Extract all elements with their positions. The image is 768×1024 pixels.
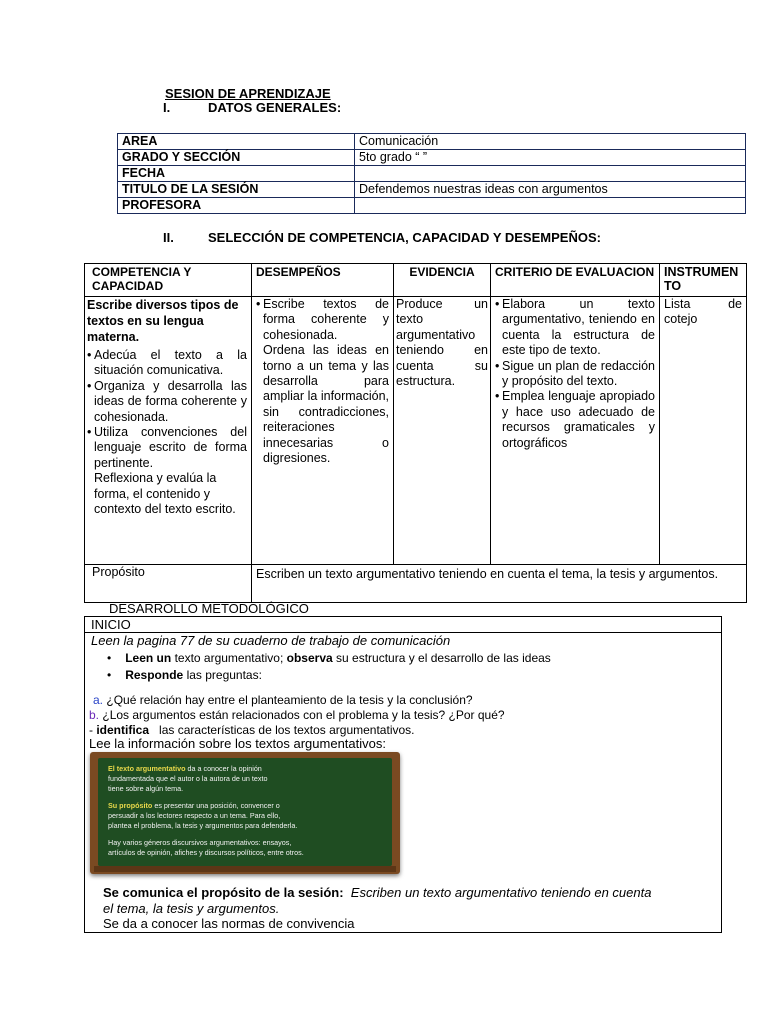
table-header-row [85, 264, 747, 297]
table-row [85, 297, 747, 565]
row-value: 5to grado “ ” [355, 150, 746, 166]
bullet-dot: • [107, 668, 112, 682]
cell-desempenos [252, 297, 394, 565]
header-evidencia: EVIDENCIA [394, 264, 491, 297]
list-item: • Organiza y desarrolla las ideas de forma coherente y cohesionada. [87, 379, 247, 425]
bullet-leen [107, 651, 551, 665]
competencia-table [84, 263, 747, 603]
competencia-title: Escribe diversos tipos de textos en su lengua materna. [87, 298, 239, 344]
chalkboard-image [90, 752, 400, 874]
marker-b: b. [89, 708, 100, 722]
question-b [89, 708, 505, 722]
proposito-text: Escriben un texto argumentativo teniendo en cuenta el tema, la tesis y argumentos. [252, 565, 747, 603]
lee-info: Lee la información sobre los textos argumentativos: [89, 736, 386, 751]
identifica-text: las características de los textos argumentativos. [159, 723, 415, 737]
comunica-bold: Se comunica el propósito de la sesión: [103, 885, 344, 900]
board-line: tiene sobre algún tema. [108, 784, 184, 793]
document-title: SESION DE APRENDIZAJE [165, 86, 331, 101]
row-value: Comunicación [355, 134, 746, 150]
bullet-responde [107, 668, 262, 682]
table-row [118, 198, 746, 214]
lee-pagina: Leen la pagina 77 de su cuaderno de trabajo de comunicación [91, 633, 451, 648]
board-text: da a conocer la opinión [187, 764, 262, 773]
board-line: plantea el problema, la tesis y argumentos para defenderla. [108, 821, 298, 830]
bullet-text: las preguntas: [186, 668, 262, 682]
bullet-bold: Responde [125, 668, 184, 682]
row-value [355, 166, 746, 182]
inicio-label: INICIO [91, 617, 131, 632]
question-a [93, 693, 473, 707]
list-item: • Emplea lenguaje apropiado y hace uso adecuado de recursos gramaticales y ortográficos [495, 389, 655, 451]
header-criterio: CRITERIO DE EVALUACION [491, 264, 660, 297]
list-item: • Adecúa el texto a la situación comunicativa. [87, 348, 247, 379]
row-value: Defendemos nuestras ideas con argumentos [355, 182, 746, 198]
table-row [85, 565, 747, 603]
list-item: • Elabora un texto argumentativo, teniendo en cuenta la estructura de este tipo de texto. [495, 297, 655, 359]
list-item: • Escribe textos de forma coherente y cohesionada. [256, 297, 389, 343]
table-row [118, 182, 746, 198]
bullet-text: su estructura y el desarrollo de las ideas [336, 651, 551, 665]
board-line: Hay varios géneros discursivos argumentativos: ensayos, [108, 838, 292, 847]
section-1-label: DATOS GENERALES: [208, 100, 342, 115]
cell-evidencia: Produce un texto argumentativo teniendo en cuenta su estructura. [394, 297, 491, 565]
bullet-text: texto argumentativo; [174, 651, 284, 665]
normas-line: Se da a conocer las normas de convivencia [103, 916, 355, 931]
board-line: persuadir a los lectores respecto a un tema. Para ello, [108, 811, 281, 820]
table-row [118, 134, 746, 150]
row-label: AREA [118, 134, 355, 150]
desempenos-list [256, 297, 389, 343]
list-item: • Sigue un plan de redacción y propósito del texto. [495, 359, 655, 390]
section-1-number: I. [163, 100, 171, 115]
section-2-label: SELECCIÓN DE COMPETENCIA, CAPACIDAD Y DESEMPEÑOS: [208, 230, 601, 245]
comunica-line-1 [103, 885, 651, 900]
bullet-bold: observa [286, 651, 333, 665]
section-2-number: II. [163, 230, 174, 245]
board-highlight: Su propósito [108, 801, 153, 810]
capacidades-list [87, 348, 247, 471]
board-line: artículos de opinión, afiches y discursos políticos, entre otros. [108, 848, 304, 857]
desarrollo-heading: DESARROLLO METODOLÓGICO [109, 601, 309, 616]
row-label: GRADO Y SECCIÓN [118, 150, 355, 166]
cell-instrumento: Lista de cotejo [660, 297, 747, 565]
cell-criterio [491, 297, 660, 565]
identifica-line [89, 723, 415, 737]
header-instrumento: INSTRUMENTO [660, 264, 747, 297]
cell-competencia [85, 297, 252, 565]
table-row [118, 166, 746, 182]
marker-a: a. [93, 693, 104, 707]
row-label: PROFESORA [118, 198, 355, 214]
proposito-label: Propósito [85, 565, 252, 603]
question-text: ¿Los argumentos están relacionados con el problema y la tesis? ¿Por qué? [102, 708, 505, 722]
list-item: • Utiliza convenciones del lenguaje escrito de forma pertinente. [87, 425, 247, 471]
board-line [108, 801, 280, 811]
desempeno-detail: Ordena las ideas en torno a un tema y las desarrolla para ampliar la información, sin contradicciones, reiteraciones innecesarias o digresiones. [263, 343, 389, 466]
capacidad-extra: Reflexiona y evalúa la forma, el contenido y contexto del texto escrito. [94, 471, 236, 517]
section-1-heading [163, 100, 342, 115]
datos-generales-table [117, 133, 746, 214]
board-text: es presentar una posición, convencer o [154, 801, 280, 810]
dash: - [89, 723, 93, 737]
comunica-line-2: el tema, la tesis y argumentos. [103, 901, 280, 916]
board-line [108, 764, 262, 774]
row-label: FECHA [118, 166, 355, 182]
section-2-heading [163, 230, 601, 245]
bullet-dot: • [107, 651, 112, 665]
row-label: TITULO DE LA SESIÓN [118, 182, 355, 198]
criterios-list [495, 297, 655, 451]
bullet-bold: Leen un [125, 651, 172, 665]
board-line: fundamentada que el autor o la autora de un texto [108, 774, 268, 783]
header-desempenos: DESEMPEÑOS [252, 264, 394, 297]
identifica-bold: identifica [96, 723, 150, 737]
comunica-text: Escriben un texto argumentativo teniendo en cuenta [350, 885, 652, 900]
row-value [355, 198, 746, 214]
question-text: ¿Qué relación hay entre el planteamiento de la tesis y la conclusión? [106, 693, 473, 707]
chalkboard-ledge [94, 866, 396, 872]
table-row [118, 150, 746, 166]
board-highlight: El texto argumentativo [108, 764, 186, 773]
header-competencia: COMPETENCIA Y CAPACIDAD [85, 264, 252, 297]
